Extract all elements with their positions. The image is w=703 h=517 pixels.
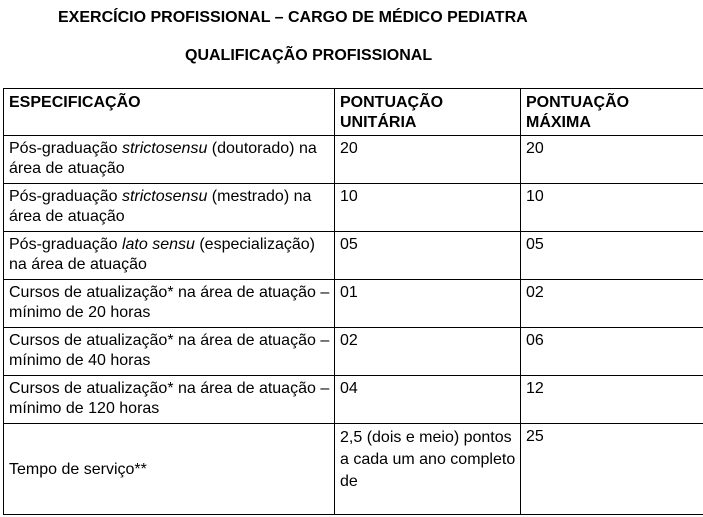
table-header-row [4, 89, 703, 136]
pontuacao-unitaria-cell: 20 [335, 136, 521, 184]
especificacao-cell: Tempo de serviço** [4, 424, 335, 515]
especificacao-cell: Cursos de atualização* na área de atuação – mínimo de 40 horas [4, 328, 335, 376]
pontuacao-maxima-cell: 02 [521, 280, 703, 328]
pontuacao-maxima-cell: 12 [521, 376, 703, 424]
header-especificacao-label: ESPECIFICAÇÃO [9, 94, 141, 111]
especificacao-prefix: Pós-graduação [9, 236, 122, 253]
especificacao-prefix: Pós-graduação [9, 188, 122, 205]
header-especificacao [4, 89, 335, 136]
pontuacao-maxima-cell: 20 [521, 136, 703, 184]
especificacao-italic: strictosensu [121, 188, 208, 205]
scoring-table [3, 88, 703, 515]
header-pontuacao-unitaria-line1: PONTUAÇÃO [340, 94, 444, 111]
especificacao-cell: Cursos de atualização* na área de atuação – mínimo de 120 horas [4, 376, 335, 424]
pontuacao-maxima-cell: 25 [521, 424, 703, 515]
table-row [4, 232, 703, 280]
pontuacao-unitaria-cell: 10 [335, 184, 521, 232]
especificacao-prefix: Pós-graduação [9, 140, 122, 157]
pontuacao-unitaria-cell: 2,5 (dois e meio) pontos a cada um ano completo de [335, 424, 521, 515]
header-pontuacao-unitaria [335, 89, 521, 136]
pontuacao-unitaria-cell: 05 [335, 232, 521, 280]
header-pontuacao-maxima-line1: PONTUAÇÃO [526, 94, 630, 111]
especificacao-cell: Cursos de atualização* na área de atuação – mínimo de 20 horas [4, 280, 335, 328]
table-row [4, 376, 703, 424]
especificacao-cell [4, 184, 335, 232]
table-row [4, 136, 703, 184]
table-row [4, 424, 703, 515]
section-subtitle: QUALIFICAÇÃO PROFISSIONAL [185, 47, 433, 64]
especificacao-cell [4, 136, 335, 184]
header-pontuacao-unitaria-line2: UNITÁRIA [340, 114, 417, 131]
pontuacao-unitaria-cell: 01 [335, 280, 521, 328]
pontuacao-unitaria-cell: 04 [335, 376, 521, 424]
table-row [4, 184, 703, 232]
especificacao-cell [4, 232, 335, 280]
header-pontuacao-maxima-line2: MÁXIMA [526, 114, 591, 131]
table-row [4, 280, 703, 328]
especificacao-italic: strictosensu [121, 140, 208, 157]
especificacao-italic: lato sensu [121, 236, 195, 253]
especificacao-suffix: (doutorado) na área de atuação [9, 140, 317, 177]
pontuacao-maxima-cell: 10 [521, 184, 703, 232]
pontuacao-maxima-cell: 06 [521, 328, 703, 376]
pontuacao-unitaria-cell: 02 [335, 328, 521, 376]
pontuacao-maxima-cell: 05 [521, 232, 703, 280]
document-title: EXERCÍCIO PROFISSIONAL – CARGO DE MÉDICO PEDIATRA [58, 9, 528, 26]
especificacao-suffix: (mestrado) na área de atuação [9, 188, 312, 225]
especificacao-suffix: (especialização) na área de atuação [9, 236, 315, 273]
table-row [4, 328, 703, 376]
header-pontuacao-maxima [521, 89, 703, 136]
